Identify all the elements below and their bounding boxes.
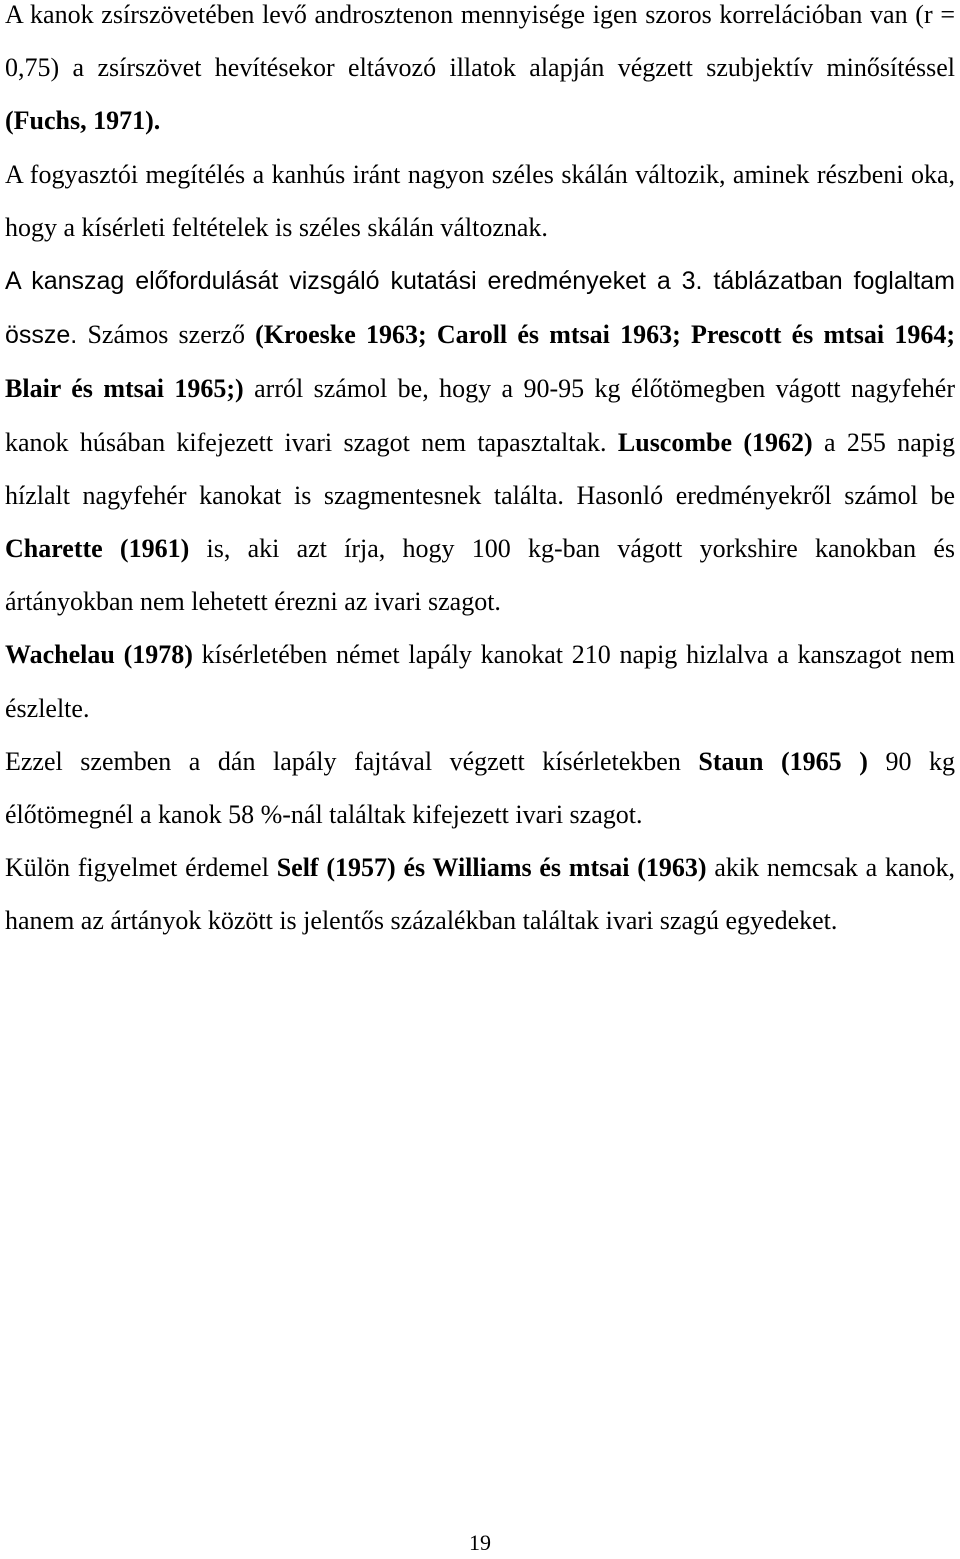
text-segment: Ezzel szemben a dán lapály fajtával végzett kísérletekben (5, 746, 699, 776)
text-segment: a 255 napig hízlalt nagyfehér kanokat is szagmentesnek találta. Hasonló eredményekről számol be (5, 427, 955, 510)
paragraph-6 (5, 841, 955, 947)
paragraph-4 (5, 628, 955, 734)
citation-group: (Kroeske 1963; Caroll és mtsai 1963; Prescott és mtsai 1964; Blair és mtsai 1965;) (5, 320, 956, 404)
paragraph-2 (5, 148, 955, 254)
text-segment: A kanok zsírszövetében levő androsztenon mennyisége igen szoros korrelációban van (r = 0,75) a zsírszövet hevítésekor eltávozó illatok alapján végzett szubjektív minősítéssel (5, 0, 955, 83)
paragraph-1 (5, 0, 955, 148)
text-segment: 90 kg élőtömegnél a kanok 58 %-nál találtak kifejezett ivari szagot. (5, 746, 956, 830)
paragraph-5 (5, 735, 955, 841)
text-segment: A kanszag előfordulását vizsgáló kutatási eredményeket a 3. táblázatban foglaltam össze. (5, 267, 955, 350)
citation-staun: Staun (1965 ) (698, 746, 868, 776)
text-segment: Számos szerző (77, 320, 256, 350)
citation-fuchs: (Fuchs, 1971). (5, 106, 161, 136)
text-segment: A fogyasztói megítélés a kanhús iránt nagyon széles skálán változik, aminek részbeni oka, hogy a kísérleti feltételek is széles skálán változnak. (5, 159, 955, 242)
document-page (5, 0, 955, 948)
text-segment: arról számol be, hogy a 90-95 kg élőtömegben vágott nagyfehér kanok húsában kifejezett ivari szagot nem tapasztaltak. (5, 374, 955, 457)
paragraph-3 (5, 254, 955, 628)
citation-charette: Charette (1961) (5, 534, 190, 564)
text-segment: is, aki azt írja, hogy 100 kg-ban vágott yorkshire kanokban és ártányokban nem lehetett érezni az ivari szagot. (5, 534, 955, 617)
citation-self-williams: Self (1957) és Williams és mtsai (1963) (276, 853, 707, 883)
citation-luscombe: Luscombe (1962) (617, 427, 813, 457)
text-segment: akik nemcsak a kanok, hanem az ártányok között is jelentős százalékban találtak ivari szagú egyedeket. (5, 853, 956, 936)
text-segment: kísérletében német lapály kanokat 210 napig hizlalva a kanszagot nem észlelte. (5, 640, 955, 723)
citation-wachelau: Wachelau (1978) (5, 640, 193, 670)
text-segment: Külön figyelmet érdemel (5, 853, 277, 883)
page-number: 19 (469, 1530, 491, 1555)
